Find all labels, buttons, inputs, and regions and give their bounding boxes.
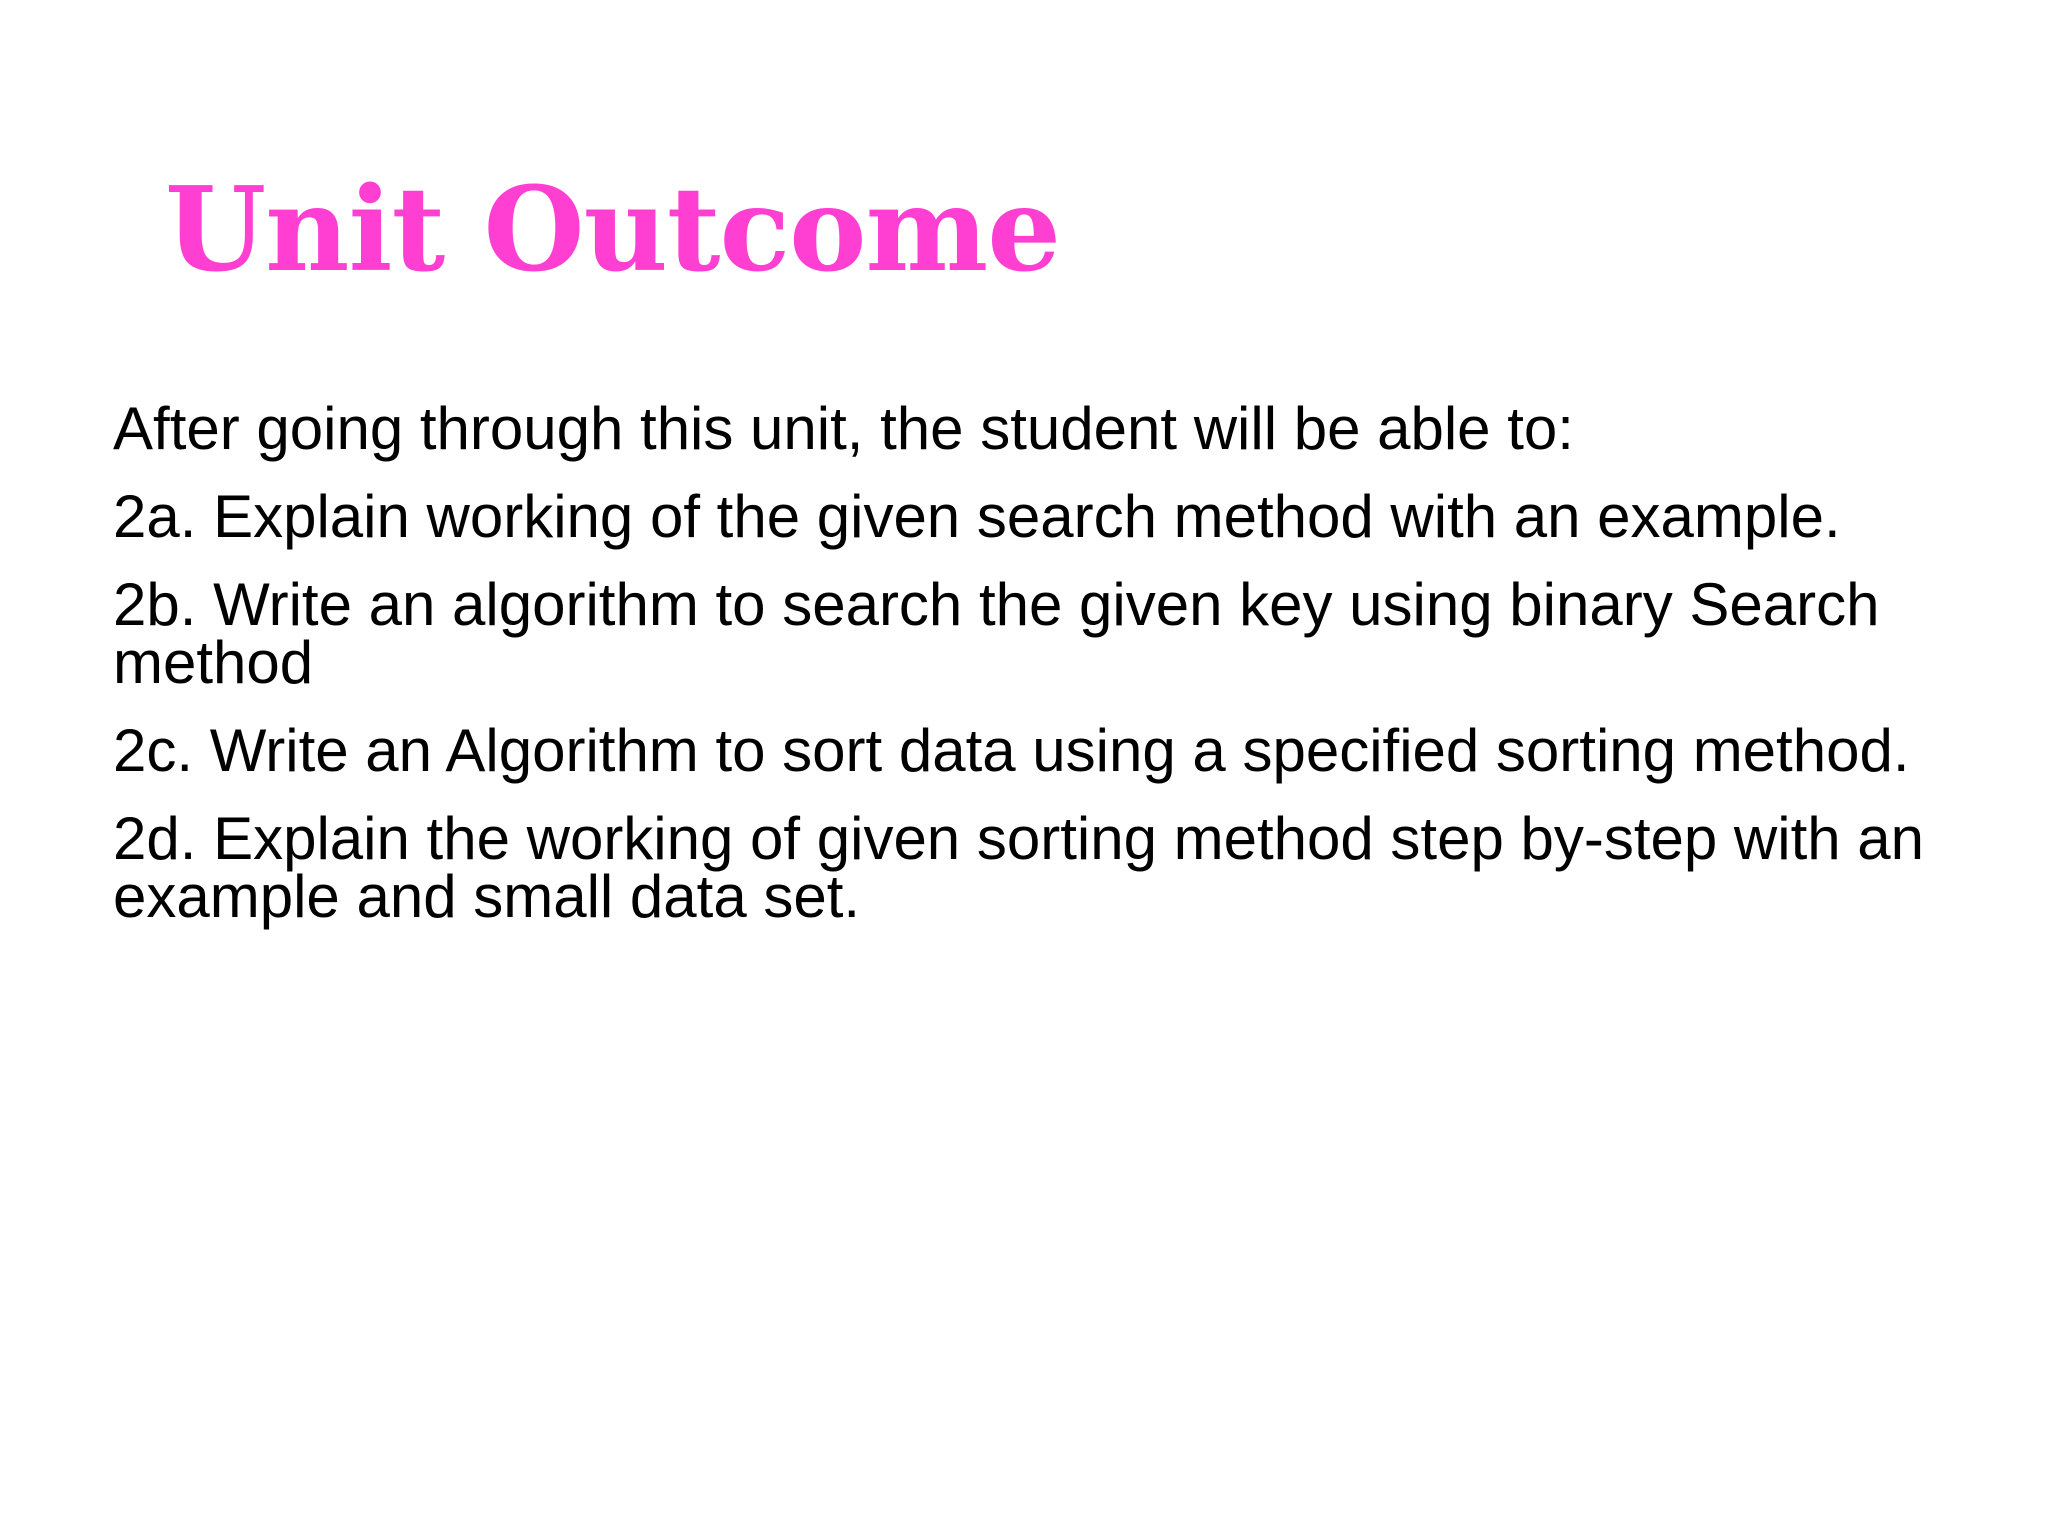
outcome-item-2a: 2a. Explain working of the given search method with an example.	[113, 483, 1841, 550]
outcome-item-2d: 2d. Explain the working of given sorting method step by-step with an example and small data set.	[113, 805, 1925, 930]
slide-title: Unit Outcome	[165, 162, 1061, 298]
outcome-item-2b: 2b. Write an algorithm to search the given key using binary Search method	[113, 571, 1880, 696]
outcome-item-2c: 2c. Write an Algorithm to sort data using a specified sorting method.	[113, 717, 1910, 784]
slide-body	[113, 395, 1993, 930]
intro-text: After going through this unit, the student will be able to:	[113, 395, 1574, 462]
